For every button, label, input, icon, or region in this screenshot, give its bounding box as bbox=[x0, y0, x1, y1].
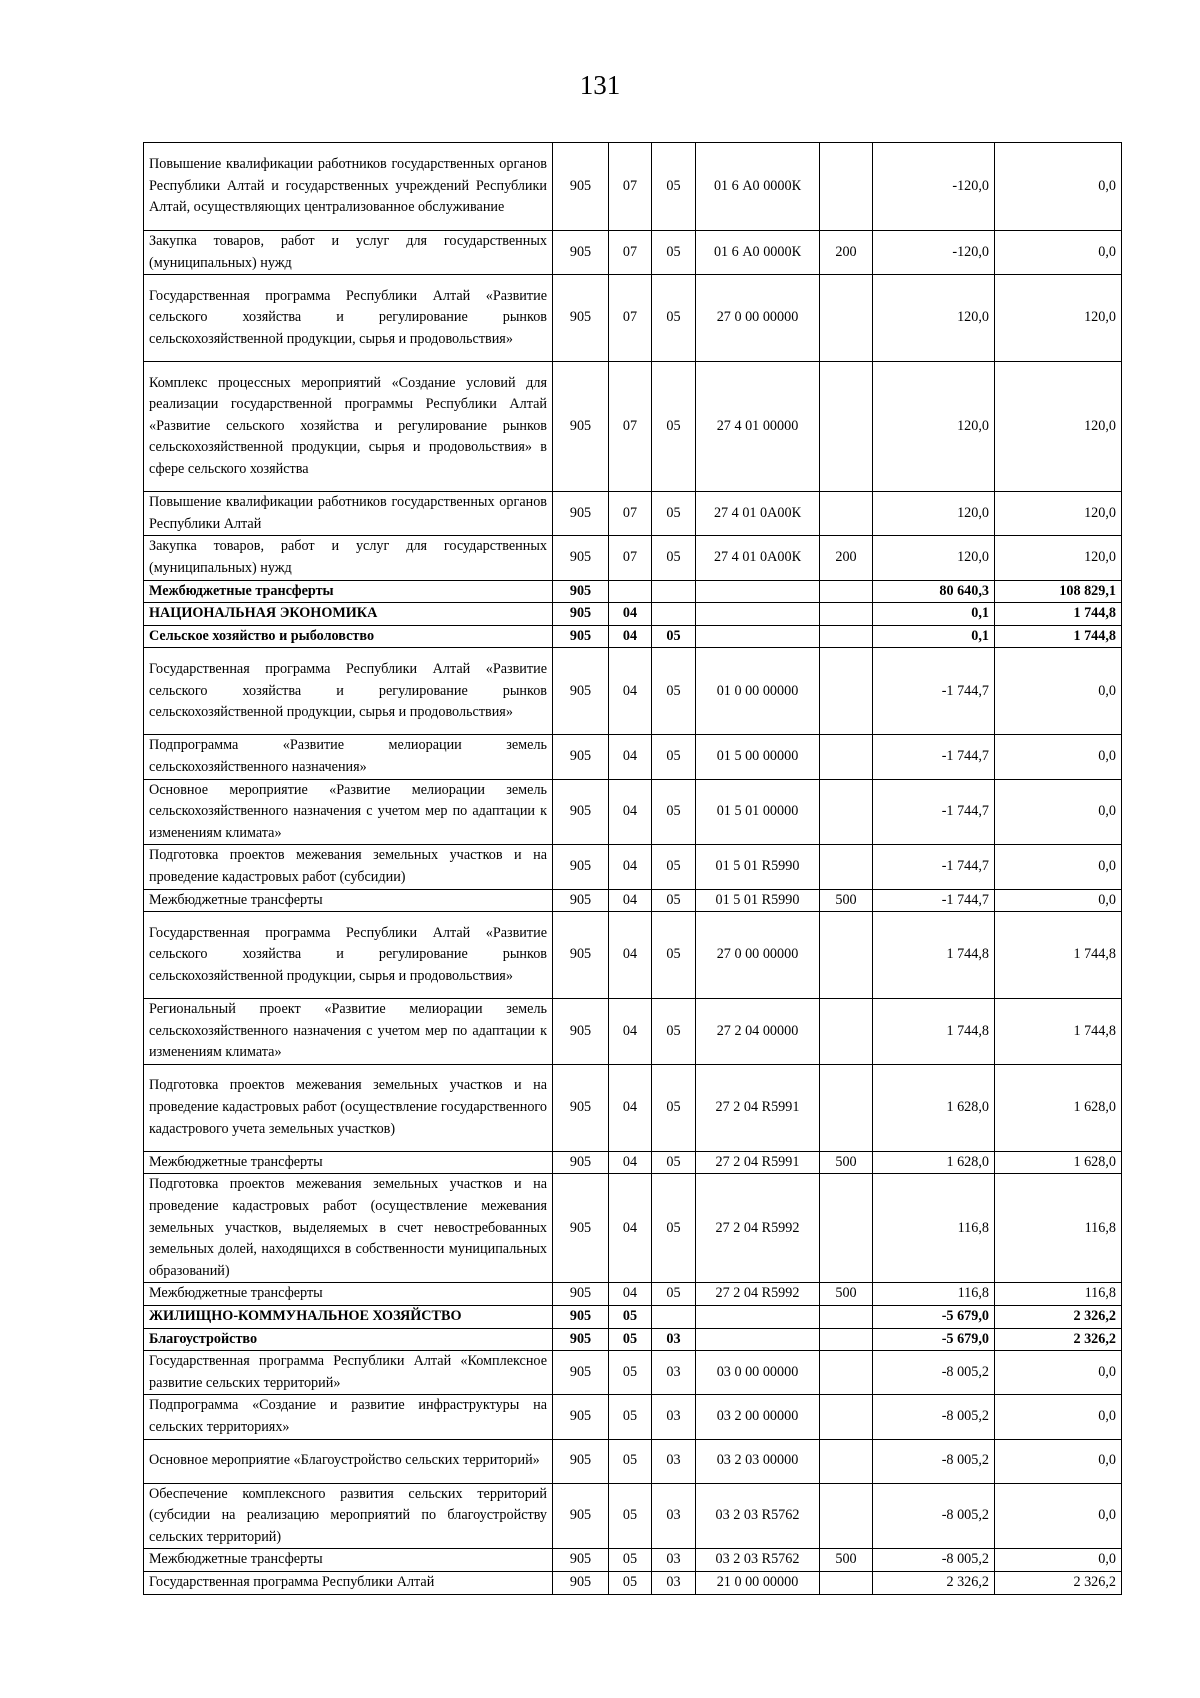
row-expense-type-cell bbox=[820, 912, 873, 999]
row-amount-2-cell: 1 744,8 bbox=[995, 999, 1122, 1065]
table-row bbox=[144, 1328, 1122, 1351]
row-target-article-cell: 27 0 00 00000 bbox=[696, 912, 820, 999]
row-amount-1-cell: 1 744,8 bbox=[873, 999, 995, 1065]
row-subsection-cell: 05 bbox=[652, 648, 696, 735]
budget-table bbox=[143, 142, 1122, 1595]
row-subsection-cell: 05 bbox=[652, 362, 696, 492]
row-subsection-cell bbox=[652, 580, 696, 603]
row-subsection-cell: 05 bbox=[652, 779, 696, 845]
row-target-article-cell: 01 5 01 R5990 bbox=[696, 845, 820, 889]
row-name-cell: Закупка товаров, работ и услуг для государственных (муниципальных) нужд bbox=[144, 231, 553, 275]
table-row bbox=[144, 231, 1122, 275]
row-grbs-cell: 905 bbox=[553, 1306, 609, 1329]
row-subsection-cell: 05 bbox=[652, 912, 696, 999]
row-section-cell: 04 bbox=[609, 1064, 652, 1151]
row-name-cell: Межбюджетные трансферты bbox=[144, 889, 553, 912]
row-expense-type-cell bbox=[820, 143, 873, 231]
row-amount-2-cell: 1 628,0 bbox=[995, 1064, 1122, 1151]
row-section-cell: 05 bbox=[609, 1395, 652, 1439]
row-name-cell: Закупка товаров, работ и услуг для государственных (муниципальных) нужд bbox=[144, 536, 553, 580]
row-amount-1-cell: 120,0 bbox=[873, 492, 995, 536]
row-amount-2-cell: 1 744,8 bbox=[995, 912, 1122, 999]
row-section-cell bbox=[609, 580, 652, 603]
row-amount-2-cell: 2 326,2 bbox=[995, 1306, 1122, 1329]
row-section-cell: 05 bbox=[609, 1483, 652, 1549]
row-target-article-cell: 01 5 01 00000 bbox=[696, 779, 820, 845]
row-target-article-cell: 27 2 04 R5991 bbox=[696, 1151, 820, 1174]
table-row bbox=[144, 603, 1122, 626]
row-target-article-cell bbox=[696, 603, 820, 626]
table-row bbox=[144, 625, 1122, 648]
row-subsection-cell: 05 bbox=[652, 492, 696, 536]
row-subsection-cell: 03 bbox=[652, 1328, 696, 1351]
row-name-cell: Повышение квалификации работников государственных органов Республики Алтай и государственных учреждений Республики Алтай, осуществляющих централизованное обслуживание bbox=[144, 143, 553, 231]
row-amount-2-cell: 116,8 bbox=[995, 1283, 1122, 1306]
row-grbs-cell: 905 bbox=[553, 1439, 609, 1483]
row-expense-type-cell bbox=[820, 999, 873, 1065]
row-section-cell: 05 bbox=[609, 1549, 652, 1572]
row-section-cell: 07 bbox=[609, 492, 652, 536]
row-grbs-cell: 905 bbox=[553, 912, 609, 999]
row-amount-1-cell: -120,0 bbox=[873, 231, 995, 275]
row-grbs-cell: 905 bbox=[553, 536, 609, 580]
row-name-cell: Подготовка проектов межевания земельных участков и на проведение кадастровых работ (осуществление межевания земельных участков, выделяемых в счет невостребованных земельных долей, находящихся в собственности муниципальных образований) bbox=[144, 1174, 553, 1283]
row-amount-1-cell: 120,0 bbox=[873, 362, 995, 492]
row-expense-type-cell: 500 bbox=[820, 889, 873, 912]
row-target-article-cell: 01 5 01 R5990 bbox=[696, 889, 820, 912]
row-section-cell: 04 bbox=[609, 625, 652, 648]
row-target-article-cell: 27 2 04 R5992 bbox=[696, 1174, 820, 1283]
table-row bbox=[144, 1151, 1122, 1174]
row-target-article-cell: 03 2 00 00000 bbox=[696, 1395, 820, 1439]
row-expense-type-cell bbox=[820, 1174, 873, 1283]
row-name-cell: Региональный проект «Развитие мелиорации земель сельскохозяйственного назначения с учетом мер по адаптации к изменениям климата» bbox=[144, 999, 553, 1065]
row-section-cell: 07 bbox=[609, 536, 652, 580]
row-subsection-cell: 05 bbox=[652, 143, 696, 231]
row-expense-type-cell: 500 bbox=[820, 1151, 873, 1174]
row-target-article-cell: 03 0 00 00000 bbox=[696, 1351, 820, 1395]
row-grbs-cell: 905 bbox=[553, 1328, 609, 1351]
row-amount-1-cell: 1 744,8 bbox=[873, 912, 995, 999]
row-section-cell: 05 bbox=[609, 1306, 652, 1329]
row-expense-type-cell bbox=[820, 1483, 873, 1549]
row-amount-1-cell: 116,8 bbox=[873, 1174, 995, 1283]
row-subsection-cell: 03 bbox=[652, 1571, 696, 1594]
row-amount-2-cell: 0,0 bbox=[995, 143, 1122, 231]
row-name-cell: Основное мероприятие «Благоустройство сельских территорий» bbox=[144, 1439, 553, 1483]
table-row bbox=[144, 536, 1122, 580]
row-amount-2-cell: 1 744,8 bbox=[995, 603, 1122, 626]
row-section-cell: 04 bbox=[609, 845, 652, 889]
row-section-cell: 04 bbox=[609, 889, 652, 912]
row-section-cell: 07 bbox=[609, 275, 652, 362]
row-expense-type-cell bbox=[820, 648, 873, 735]
row-section-cell: 07 bbox=[609, 143, 652, 231]
row-section-cell: 05 bbox=[609, 1439, 652, 1483]
row-grbs-cell: 905 bbox=[553, 779, 609, 845]
row-target-article-cell: 03 2 03 R5762 bbox=[696, 1549, 820, 1572]
table-row bbox=[144, 1395, 1122, 1439]
table-row bbox=[144, 143, 1122, 231]
row-subsection-cell: 05 bbox=[652, 231, 696, 275]
row-target-article-cell bbox=[696, 1306, 820, 1329]
row-name-cell: Основное мероприятие «Развитие мелиорации земель сельскохозяйственного назначения с учетом мер по адаптации к изменениям климата» bbox=[144, 779, 553, 845]
row-amount-2-cell: 0,0 bbox=[995, 845, 1122, 889]
row-amount-1-cell: -1 744,7 bbox=[873, 889, 995, 912]
row-grbs-cell: 905 bbox=[553, 362, 609, 492]
row-amount-1-cell: 120,0 bbox=[873, 536, 995, 580]
table-row bbox=[144, 1549, 1122, 1572]
row-grbs-cell: 905 bbox=[553, 231, 609, 275]
row-expense-type-cell: 200 bbox=[820, 231, 873, 275]
row-section-cell: 04 bbox=[609, 1151, 652, 1174]
row-subsection-cell: 03 bbox=[652, 1549, 696, 1572]
row-amount-2-cell: 0,0 bbox=[995, 735, 1122, 779]
table-row bbox=[144, 735, 1122, 779]
row-subsection-cell: 03 bbox=[652, 1439, 696, 1483]
row-amount-2-cell: 1 744,8 bbox=[995, 625, 1122, 648]
row-section-cell: 04 bbox=[609, 1283, 652, 1306]
row-amount-2-cell: 0,0 bbox=[995, 1439, 1122, 1483]
row-section-cell: 05 bbox=[609, 1571, 652, 1594]
row-expense-type-cell: 200 bbox=[820, 536, 873, 580]
row-expense-type-cell bbox=[820, 1064, 873, 1151]
table-row bbox=[144, 1064, 1122, 1151]
row-amount-2-cell: 2 326,2 bbox=[995, 1571, 1122, 1594]
row-name-cell: Межбюджетные трансферты bbox=[144, 580, 553, 603]
row-target-article-cell: 27 4 01 0А00К bbox=[696, 536, 820, 580]
row-amount-1-cell: 116,8 bbox=[873, 1283, 995, 1306]
row-subsection-cell: 05 bbox=[652, 275, 696, 362]
row-subsection-cell: 05 bbox=[652, 1151, 696, 1174]
row-name-cell: Повышение квалификации работников государственных органов Республики Алтай bbox=[144, 492, 553, 536]
row-amount-2-cell: 120,0 bbox=[995, 275, 1122, 362]
row-amount-2-cell: 108 829,1 bbox=[995, 580, 1122, 603]
row-subsection-cell bbox=[652, 603, 696, 626]
row-amount-1-cell: 0,1 bbox=[873, 603, 995, 626]
row-amount-2-cell: 0,0 bbox=[995, 889, 1122, 912]
table-row bbox=[144, 580, 1122, 603]
row-grbs-cell: 905 bbox=[553, 999, 609, 1065]
row-target-article-cell: 27 0 00 00000 bbox=[696, 275, 820, 362]
row-grbs-cell: 905 bbox=[553, 889, 609, 912]
row-grbs-cell: 905 bbox=[553, 492, 609, 536]
table-row bbox=[144, 1571, 1122, 1594]
row-target-article-cell: 03 2 03 R5762 bbox=[696, 1483, 820, 1549]
row-grbs-cell: 905 bbox=[553, 1064, 609, 1151]
row-amount-2-cell: 120,0 bbox=[995, 536, 1122, 580]
row-grbs-cell: 905 bbox=[553, 275, 609, 362]
table-row bbox=[144, 275, 1122, 362]
row-amount-1-cell: 120,0 bbox=[873, 275, 995, 362]
row-subsection-cell: 03 bbox=[652, 1395, 696, 1439]
page-number: 131 bbox=[579, 70, 621, 100]
row-expense-type-cell bbox=[820, 1395, 873, 1439]
row-grbs-cell: 905 bbox=[553, 1549, 609, 1572]
row-target-article-cell: 27 4 01 00000 bbox=[696, 362, 820, 492]
table-row bbox=[144, 648, 1122, 735]
row-subsection-cell bbox=[652, 1306, 696, 1329]
row-grbs-cell: 905 bbox=[553, 1151, 609, 1174]
row-amount-1-cell: 1 628,0 bbox=[873, 1151, 995, 1174]
row-name-cell: Благоустройство bbox=[144, 1328, 553, 1351]
row-section-cell: 04 bbox=[609, 735, 652, 779]
row-subsection-cell: 05 bbox=[652, 735, 696, 779]
row-target-article-cell bbox=[696, 625, 820, 648]
row-subsection-cell: 05 bbox=[652, 536, 696, 580]
row-target-article-cell: 01 6 А0 0000К bbox=[696, 143, 820, 231]
table-row bbox=[144, 889, 1122, 912]
table-row bbox=[144, 1283, 1122, 1306]
row-expense-type-cell bbox=[820, 735, 873, 779]
row-section-cell: 04 bbox=[609, 912, 652, 999]
row-amount-1-cell: -120,0 bbox=[873, 143, 995, 231]
row-name-cell: НАЦИОНАЛЬНАЯ ЭКОНОМИКА bbox=[144, 603, 553, 626]
row-name-cell: Сельское хозяйство и рыболовство bbox=[144, 625, 553, 648]
row-grbs-cell: 905 bbox=[553, 603, 609, 626]
row-subsection-cell: 03 bbox=[652, 1351, 696, 1395]
row-section-cell: 05 bbox=[609, 1328, 652, 1351]
row-target-article-cell: 27 2 04 R5992 bbox=[696, 1283, 820, 1306]
row-grbs-cell: 905 bbox=[553, 735, 609, 779]
row-expense-type-cell bbox=[820, 625, 873, 648]
row-expense-type-cell bbox=[820, 492, 873, 536]
row-subsection-cell: 05 bbox=[652, 845, 696, 889]
table-row bbox=[144, 362, 1122, 492]
row-name-cell: Государственная программа Республики Алтай «Развитие сельского хозяйства и регулирование рынков сельскохозяйственной продукции, сырья и продовольствия» bbox=[144, 275, 553, 362]
row-expense-type-cell bbox=[820, 779, 873, 845]
row-subsection-cell: 05 bbox=[652, 889, 696, 912]
row-name-cell: Подготовка проектов межевания земельных участков и на проведение кадастровых работ (осуществление государственного кадастрового учета земельных участков) bbox=[144, 1064, 553, 1151]
row-expense-type-cell bbox=[820, 603, 873, 626]
row-amount-1-cell: -1 744,7 bbox=[873, 735, 995, 779]
row-amount-2-cell: 2 326,2 bbox=[995, 1328, 1122, 1351]
row-amount-1-cell: -8 005,2 bbox=[873, 1351, 995, 1395]
row-expense-type-cell bbox=[820, 1328, 873, 1351]
row-amount-1-cell: -5 679,0 bbox=[873, 1306, 995, 1329]
table-row bbox=[144, 999, 1122, 1065]
row-section-cell: 04 bbox=[609, 1174, 652, 1283]
row-grbs-cell: 905 bbox=[553, 1351, 609, 1395]
row-grbs-cell: 905 bbox=[553, 845, 609, 889]
row-grbs-cell: 905 bbox=[553, 1283, 609, 1306]
row-amount-1-cell: -5 679,0 bbox=[873, 1328, 995, 1351]
row-amount-1-cell: -1 744,7 bbox=[873, 779, 995, 845]
table-row bbox=[144, 779, 1122, 845]
row-subsection-cell: 05 bbox=[652, 1174, 696, 1283]
table-row bbox=[144, 1439, 1122, 1483]
row-grbs-cell: 905 bbox=[553, 143, 609, 231]
row-expense-type-cell bbox=[820, 845, 873, 889]
table-row bbox=[144, 1174, 1122, 1283]
row-amount-2-cell: 0,0 bbox=[995, 231, 1122, 275]
row-grbs-cell: 905 bbox=[553, 1571, 609, 1594]
row-section-cell: 04 bbox=[609, 648, 652, 735]
row-expense-type-cell bbox=[820, 1439, 873, 1483]
row-name-cell: Государственная программа Республики Алтай «Комплексное развитие сельских территорий» bbox=[144, 1351, 553, 1395]
row-target-article-cell: 27 4 01 0А00К bbox=[696, 492, 820, 536]
row-amount-1-cell: -8 005,2 bbox=[873, 1395, 995, 1439]
row-amount-1-cell: 2 326,2 bbox=[873, 1571, 995, 1594]
row-amount-1-cell: -8 005,2 bbox=[873, 1549, 995, 1572]
row-amount-2-cell: 116,8 bbox=[995, 1174, 1122, 1283]
table-row bbox=[144, 1306, 1122, 1329]
row-amount-2-cell: 0,0 bbox=[995, 1395, 1122, 1439]
row-amount-2-cell: 120,0 bbox=[995, 492, 1122, 536]
row-expense-type-cell bbox=[820, 580, 873, 603]
row-amount-1-cell: 80 640,3 bbox=[873, 580, 995, 603]
row-subsection-cell: 05 bbox=[652, 1283, 696, 1306]
row-amount-1-cell: 0,1 bbox=[873, 625, 995, 648]
row-name-cell: Обеспечение комплексного развития сельских территорий (субсидии на реализацию мероприятий по благоустройству сельских территорий) bbox=[144, 1483, 553, 1549]
row-target-article-cell: 01 5 00 00000 bbox=[696, 735, 820, 779]
row-amount-2-cell: 120,0 bbox=[995, 362, 1122, 492]
row-subsection-cell: 05 bbox=[652, 625, 696, 648]
row-expense-type-cell bbox=[820, 275, 873, 362]
row-target-article-cell bbox=[696, 1328, 820, 1351]
row-expense-type-cell: 500 bbox=[820, 1283, 873, 1306]
row-grbs-cell: 905 bbox=[553, 1395, 609, 1439]
row-expense-type-cell bbox=[820, 1351, 873, 1395]
row-expense-type-cell: 500 bbox=[820, 1549, 873, 1572]
row-expense-type-cell bbox=[820, 362, 873, 492]
row-target-article-cell: 21 0 00 00000 bbox=[696, 1571, 820, 1594]
row-grbs-cell: 905 bbox=[553, 1174, 609, 1283]
row-section-cell: 07 bbox=[609, 362, 652, 492]
table-row bbox=[144, 492, 1122, 536]
row-target-article-cell bbox=[696, 580, 820, 603]
row-amount-1-cell: 1 628,0 bbox=[873, 1064, 995, 1151]
row-amount-1-cell: -8 005,2 bbox=[873, 1483, 995, 1549]
row-amount-2-cell: 0,0 bbox=[995, 1483, 1122, 1549]
row-expense-type-cell bbox=[820, 1306, 873, 1329]
table-row bbox=[144, 1351, 1122, 1395]
row-target-article-cell: 27 2 04 00000 bbox=[696, 999, 820, 1065]
row-name-cell: Межбюджетные трансферты bbox=[144, 1283, 553, 1306]
row-name-cell: Государственная программа Республики Алтай «Развитие сельского хозяйства и регулирование рынков сельскохозяйственной продукции, сырья и продовольствия» bbox=[144, 648, 553, 735]
row-section-cell: 04 bbox=[609, 999, 652, 1065]
row-target-article-cell: 01 0 00 00000 bbox=[696, 648, 820, 735]
row-name-cell: Подготовка проектов межевания земельных участков и на проведение кадастровых работ (субсидии) bbox=[144, 845, 553, 889]
row-subsection-cell: 05 bbox=[652, 999, 696, 1065]
row-subsection-cell: 03 bbox=[652, 1483, 696, 1549]
row-target-article-cell: 03 2 03 00000 bbox=[696, 1439, 820, 1483]
row-name-cell: Подпрограмма «Создание и развитие инфраструктуры на сельских территориях» bbox=[144, 1395, 553, 1439]
row-grbs-cell: 905 bbox=[553, 648, 609, 735]
row-name-cell: Комплекс процессных мероприятий «Создание условий для реализации государственной программы Республики Алтай «Развитие сельского хозяйства и регулирование рынков сельскохозяйственной продукции, сырья и продовольствия» в сфере сельского хозяйства bbox=[144, 362, 553, 492]
row-amount-1-cell: -1 744,7 bbox=[873, 648, 995, 735]
table-row bbox=[144, 845, 1122, 889]
row-name-cell: Межбюджетные трансферты bbox=[144, 1549, 553, 1572]
row-section-cell: 05 bbox=[609, 1351, 652, 1395]
row-expense-type-cell bbox=[820, 1571, 873, 1594]
row-name-cell: Государственная программа Республики Алтай bbox=[144, 1571, 553, 1594]
row-amount-2-cell: 0,0 bbox=[995, 1549, 1122, 1572]
row-name-cell: Государственная программа Республики Алтай «Развитие сельского хозяйства и регулирование рынков сельскохозяйственной продукции, сырья и продовольствия» bbox=[144, 912, 553, 999]
row-amount-2-cell: 0,0 bbox=[995, 1351, 1122, 1395]
row-subsection-cell: 05 bbox=[652, 1064, 696, 1151]
table-row bbox=[144, 1483, 1122, 1549]
row-amount-2-cell: 0,0 bbox=[995, 648, 1122, 735]
row-amount-1-cell: -1 744,7 bbox=[873, 845, 995, 889]
row-section-cell: 04 bbox=[609, 603, 652, 626]
row-section-cell: 04 bbox=[609, 779, 652, 845]
row-amount-2-cell: 0,0 bbox=[995, 779, 1122, 845]
row-name-cell: Подпрограмма «Развитие мелиорации земель сельскохозяйственного назначения» bbox=[144, 735, 553, 779]
table-row bbox=[144, 912, 1122, 999]
row-target-article-cell: 27 2 04 R5991 bbox=[696, 1064, 820, 1151]
row-name-cell: ЖИЛИЩНО-КОММУНАЛЬНОЕ ХОЗЯЙСТВО bbox=[144, 1306, 553, 1329]
row-amount-1-cell: -8 005,2 bbox=[873, 1439, 995, 1483]
row-amount-2-cell: 1 628,0 bbox=[995, 1151, 1122, 1174]
row-grbs-cell: 905 bbox=[553, 580, 609, 603]
row-section-cell: 07 bbox=[609, 231, 652, 275]
row-grbs-cell: 905 bbox=[553, 1483, 609, 1549]
row-name-cell: Межбюджетные трансферты bbox=[144, 1151, 553, 1174]
row-grbs-cell: 905 bbox=[553, 625, 609, 648]
row-target-article-cell: 01 6 А0 0000К bbox=[696, 231, 820, 275]
